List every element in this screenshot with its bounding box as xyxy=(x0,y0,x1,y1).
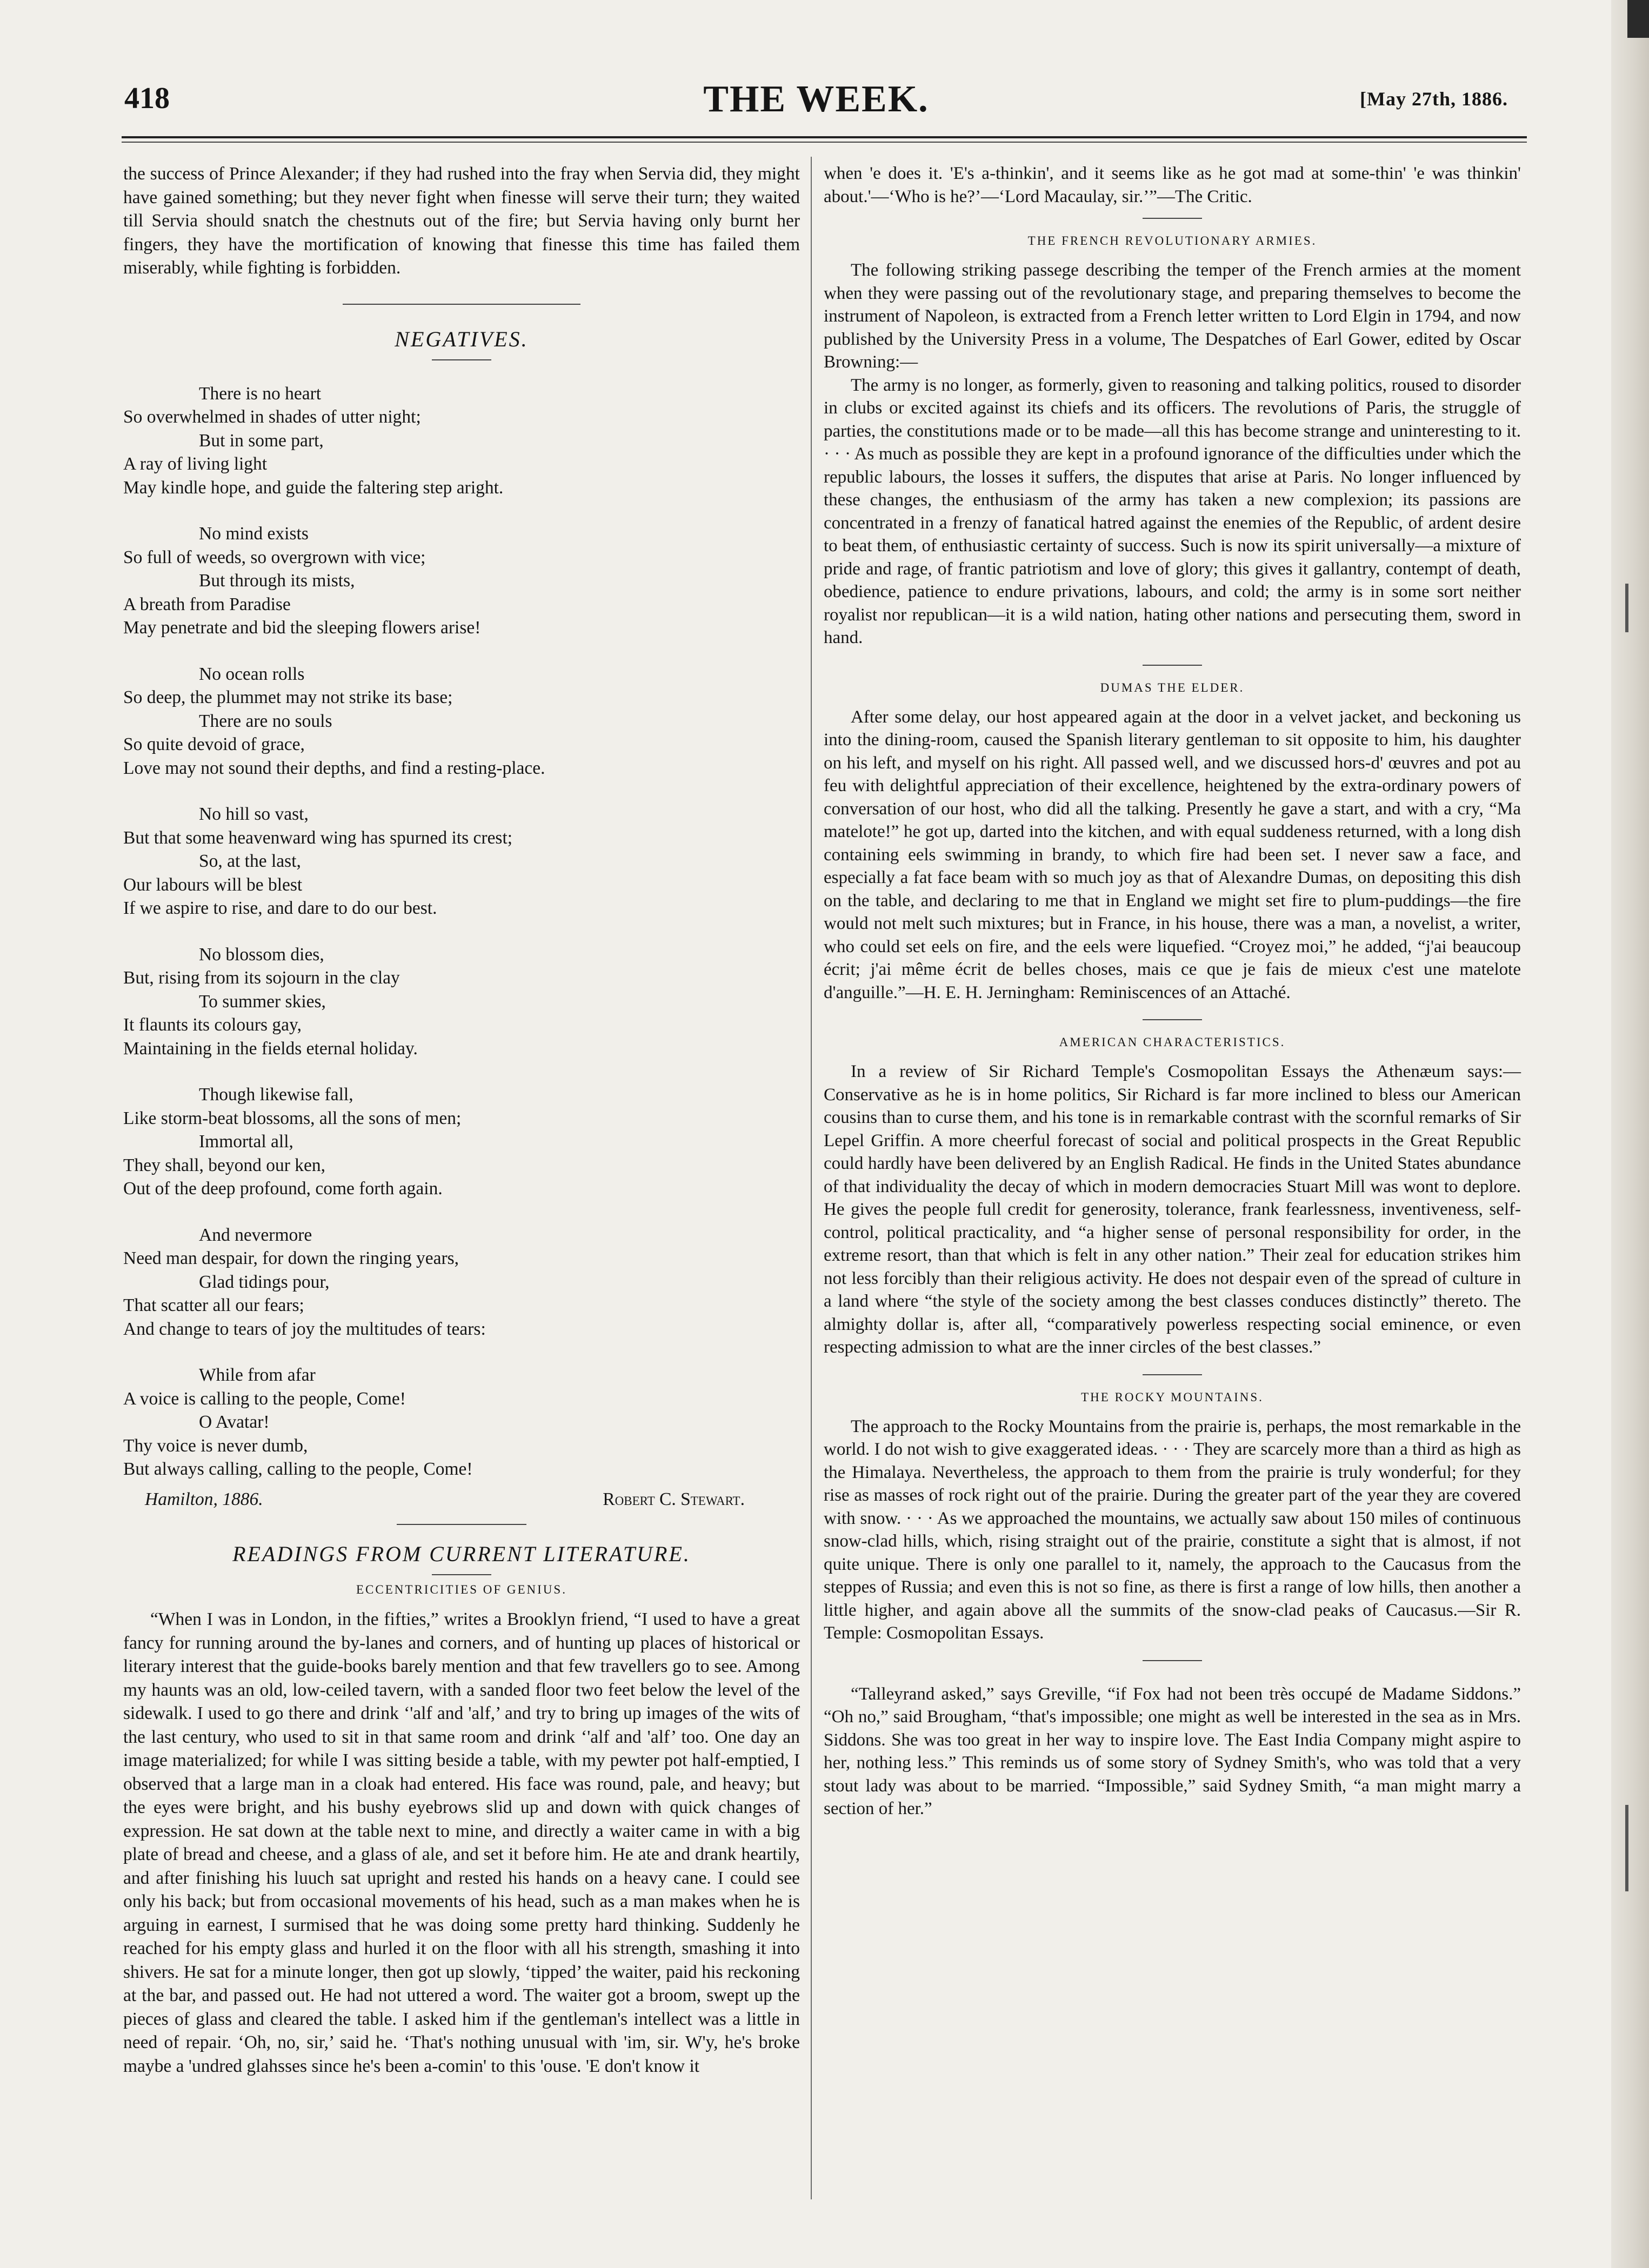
poem-line: Maintaining in the fields eternal holiday. xyxy=(123,1038,418,1059)
poem-line: Need man despair, for down the ringing years, xyxy=(123,1248,459,1268)
section-divider xyxy=(1143,1660,1202,1661)
title-underline xyxy=(432,1574,491,1575)
page-edge-shadow xyxy=(1611,0,1649,2268)
poem-line: So deep, the plummet may not strike its base; xyxy=(123,687,453,707)
poem-line: Like storm-beat blossoms, all the sons of men; xyxy=(123,1108,462,1128)
poem-line: Glad tidings pour, xyxy=(199,1272,330,1292)
dumas-heading: DUMAS THE ELDER. xyxy=(1100,680,1245,694)
poem-line: But that some heavenward wing has spurned its crest; xyxy=(123,827,513,848)
poem-line: So full of weeds, so overgrown with vice; xyxy=(123,547,426,567)
poem-line: That scatter all our fears; xyxy=(123,1295,304,1315)
eccentricities-continued: when 'e does it. 'E's a-thinkin', and it seems like as he got mad at some-thin' 'e was thinkin' about.'—‘Who is he?’—‘Lord Macaulay, sir.’”—The Critic. xyxy=(824,164,1521,206)
poem-line: No blossom dies, xyxy=(199,944,324,965)
binding-mark xyxy=(1625,584,1628,632)
poem-line: Love may not sound their depths, and find a resting-place. xyxy=(123,758,545,778)
section-divider xyxy=(397,1524,526,1525)
poem-line: But always calling, calling to the people, Come! xyxy=(123,1459,473,1479)
poem-line: A voice is calling to the people, Come! xyxy=(123,1388,406,1409)
right-column xyxy=(824,162,1521,1821)
poem-line: There is no heart xyxy=(199,383,322,404)
page-corner-dark xyxy=(1627,0,1649,38)
issue-date: [May 27th, 1886. xyxy=(1360,88,1508,110)
poem-stanza xyxy=(123,1223,800,1341)
rocky-text: The approach to the Rocky Mountains from the prairie is, perhaps, the most remarkable in the world. I do not wish to give exaggerated ideas. · · · They are scarcely more than a third as high as the Himalaya. Nevertheless, the approach to them from the prairie is truly wonderful; for they rise as masses of rock right out of the prairie. During the greater part of the year they are covered with snow. · · · As we approached the mountains, we actually saw about 150 miles of continuous snow-clad hills, which, rising straight out of the prairie, constitute a sight that is almost, if not quite unique. There is only one parallel to it, namely, the approach to the Caucasus from the steppes of Russia; and even this is not so fine, as there is first a range of low hills, then another a little higher, and again above all the summits of the snow-clad peaks of Caucasus.—Sir R. Temple: Cosmopolitan Essays. xyxy=(824,1416,1521,1643)
poem-line: Though likewise fall, xyxy=(199,1085,353,1105)
poem-line: And change to tears of joy the multitudes of tears: xyxy=(123,1319,486,1339)
american-heading: AMERICAN CHARACTERISTICS. xyxy=(1059,1035,1286,1049)
poem-line: A breath from Paradise xyxy=(123,594,291,614)
french-armies-body: The army is no longer, as formerly, given to reasoning and talking politics, roused to disorder in clubs or excited against its chiefs and its officers. The revolutions of Paris, the struggle of parties, the constitutions made or to be made—all this has become strange and uninteresting to it. · · · As much as possible they are kept in a profound ignorance of the difficulties under which the republic labours, the losses it suffers, the disputes that arise at Paris. No longer influenced by these changes, the enthusiasm of the army has taken a new complexion; its passions are concentrated in a frenzy of fanatical hatred against the enemies of the Republic, of ardent desire to beat them, of enthusiastic certainty of success. Such is now its spirit universally—a mixture of pride and rage, of frantic patriotism and love of glory; this gives it gallantry, contempt of death, obedience, patience to endure privations, labours, and cold; the army is in some sort neither royalist nor republican—it is a wild nation, hating other nations and persecuting them, sword in hand. xyxy=(824,375,1521,647)
french-armies-intro: The following striking passege describing the temper of the French armies at the moment when they were passing out of the revolutionary stage, and preparing themselves to become the instrument of Napoleon, is extracted from a French letter written to Lord Elgin in 1794, and now published by the University Press in a volume, The Despatches of Earl Gower, edited by Oscar Browning:— xyxy=(824,260,1521,372)
poem-line: There are no souls xyxy=(199,711,332,731)
poem-line: Our labours will be blest xyxy=(123,874,303,895)
poem-line: So, at the last, xyxy=(199,851,301,871)
newspaper-title: THE WEEK. xyxy=(703,78,929,120)
poem-line: To summer skies, xyxy=(199,991,326,1012)
section-divider xyxy=(343,304,580,305)
french-armies-heading: THE FRENCH REVOLUTIONARY ARMIES. xyxy=(1027,234,1317,247)
poem-stanza xyxy=(123,802,800,920)
poem-author: Robert C. Stewart. xyxy=(603,1489,745,1509)
binding-mark xyxy=(1625,1805,1628,1891)
poem-stanza xyxy=(123,1363,800,1481)
eccentricities-text: “When I was in London, in the fifties,” writes a Brooklyn friend, “I used to have a great fancy for running around the by-lanes and corners, and of hunting up places of historical or literary interest that the guide-books barely mention and that few travellers go to see. Among my haunts was an old, low-ceiled tavern, with a sanded floor two feet below the level of the sidewalk. I used to go there and drink ‘'alf and 'alf,’ and try to bring up images of the wits of the last century, who used to sit in that same room and drink ‘'alf and 'alf’ too. One day an image materialized; for while I was sitting beside a table, with my pewter pot half-emptied, I observed that a large man in a cloak had entered. His face was round, pale, and heavy; but the eyes were bright, and his bushy eyebrows slid up and down with quick changes of expression. He sat down at the table next to mine, and directly a waiter came in with a big plate of bread and cheese, and a glass of ale, and set it before him. He ate and drank heartily, and after finishing his luuch sat upright and rested his hands on a heavy cane. I could see only his back; but from occasional movements of his head, such as a man makes when he is arguing in earnest, I surmised that he was doing some pretty hard thinking. Suddenly he reached for his empty glass and hurled it on the floor with all his strength, smashing it into shivers. He sat for a minute longer, then got up slowly, ‘tipped’ the waiter, paid his reckoning at the bar, and passed out. He had not uttered a word. The waiter got a broom, swept up the pieces of glass and cleared the table. I asked him if the gentleman's intellect was a little in need of repair. ‘Oh, no, sir,’ said he. ‘That's nothing unusual with 'im, sir. W'y, he's broke maybe a 'undred glahsses since he's been a-comin' to this 'ouse. 'E don't know it xyxy=(123,1609,800,2076)
poem-stanza xyxy=(123,1083,800,1201)
poem-line: And nevermore xyxy=(199,1225,312,1245)
section-divider xyxy=(1143,1374,1202,1375)
poem-stanza xyxy=(123,382,800,500)
talleyrand-text: “Talleyrand asked,” says Greville, “if Fox had not been très occupé de Madame Siddons.” “Oh no,” said Brougham, “that's impossible; one might as well be interested in the sea as in Mrs. Siddons. She was too great in her way to inspire love. The East India Company might aspire to her, nothing less.” This reminds us of some story of Sydney Smith's, who was told that a very stout lady was about to be married. “Impossible,” said Sydney Smith, “a man might marry a section of her.” xyxy=(824,1684,1521,1818)
column-divider xyxy=(811,157,812,2199)
poem-line: Immortal all, xyxy=(199,1132,293,1152)
section-divider xyxy=(1143,1019,1202,1020)
poem-line: A ray of living light xyxy=(123,454,268,474)
readings-title: READINGS FROM CURRENT LITERATURE. xyxy=(232,1542,691,1566)
poem-stanza xyxy=(123,663,800,780)
poem-line: But, rising from its sojourn in the clay xyxy=(123,968,400,988)
eccentricities-heading: ECCENTRICITIES OF GENIUS. xyxy=(356,1583,567,1596)
poem-line: But through its mists, xyxy=(199,571,355,591)
poem-signature xyxy=(145,1488,745,1511)
dumas-text: After some delay, our host appeared again at the door in a velvet jacket, and beckoning us into the dining-room, caused the Spanish literary gentleman to sit opposite to him, his daughter on his left, and myself on his right. All passed well, and we discussed hors-d' œuvres and pot au feu with delightful appreciation of their excellence, heightened by the extra-ordinary powers of conversation of our host, who did all the talking. Presently he gave a start, and with a cry, “Ma matelote!” he got up, darted into the kitchen, and with equal suddeness returned, with a long dish containing eels swimming in brandy, to which fire had been set. I never saw a face, and especially a fat face beam with so much joy as that of Alexandre Dumas, on depositing this dish on the table, and declaring to me that in England we might set fire to plum-puddings—the fire would not melt such mixtures; but in France, in his house, there was a man, a novelist, a writer, who could set eels on fire, and the eels were liquefied. “Croyez moi,” he added, “j'ai beaucoup écrit; j'ai même écrit de belles choses, mais ce que je fais de mieux c'est une matelote d'anguille.”—H. E. H. Jerningham: Reminiscences of an Attaché. xyxy=(824,707,1521,1002)
poem-line: Out of the deep profound, come forth again. xyxy=(123,1179,443,1199)
page-header xyxy=(124,78,1508,141)
poem-line: So quite devoid of grace, xyxy=(123,734,305,754)
poem-line: So overwhelmed in shades of utter night; xyxy=(123,407,421,427)
poem-line: O Avatar! xyxy=(199,1412,270,1432)
title-underline xyxy=(432,359,491,360)
left-column xyxy=(123,162,800,2078)
poem-line: But in some part, xyxy=(199,430,324,451)
american-text: In a review of Sir Richard Temple's Cosmopolitan Essays the Athenæum says:—Conservative as he is in home politics, Sir Richard is far more inclined to bless our American cousins than to curse them, and his tone is in remarkable contrast with the scornful remarks of Sir Lepel Griffin. A more cheerful forecast of social and political prospects in the Great Republic could hardly have been delivered by an English Radical. He finds in the United States abundance of that individuality the decay of which in modern democracies Stuart Mill was wont to deplore. He gives the people full credit for generosity, tolerance, frank fearlessness, inventiveness, self-control, political practicality, and “a higher sense of personal responsibility for order, in the extreme resort, than that which is felt in any other nation.” Their zeal for education strikes him not less forcibly than their religious activity. He does not despair even of the spread of culture in a land where “the style of the society among the best classes conduces distinctly” thereto. The almighty dollar is, after all, “comparatively powerless respecting social eminence, or even respecting admission to what are the inner circles of the best classes.” xyxy=(824,1062,1521,1357)
page-number: 418 xyxy=(124,82,170,115)
poem-stanza xyxy=(123,522,800,640)
poem-line: No hill so vast, xyxy=(199,804,309,824)
poem-line: No ocean rolls xyxy=(199,664,305,684)
header-rule xyxy=(122,142,1527,143)
poem-line: While from afar xyxy=(199,1365,316,1385)
poem-line: May penetrate and bid the sleeping flowers arise! xyxy=(123,618,481,638)
section-divider xyxy=(1143,218,1202,219)
poem-place-date: Hamilton, 1886. xyxy=(145,1489,263,1509)
rocky-heading: THE ROCKY MOUNTAINS. xyxy=(1081,1390,1264,1404)
poem-line: They shall, beyond our ken, xyxy=(123,1155,325,1175)
poem-line: May kindle hope, and guide the faltering step aright. xyxy=(123,477,504,498)
poem-line: Thy voice is never dumb, xyxy=(123,1435,308,1456)
section-divider xyxy=(1143,665,1202,666)
poem-title: NEGATIVES. xyxy=(395,326,529,351)
poem-stanza xyxy=(123,943,800,1061)
opening-paragraph: the success of Prince Alexander; if they had rushed into the fray when Servia did, they might have gained something; but they never fight when finesse will serve their turn; they waited till Servia should snatch the chestnuts out of the fire; but Servia having only burnt her fingers, they have the mortification of knowing that finesse this time has failed them miserably, while fighting is forbidden. xyxy=(123,164,800,278)
poem-line: It flaunts its colours gay, xyxy=(123,1015,302,1035)
poem-line: No mind exists xyxy=(199,524,309,544)
poem xyxy=(123,382,800,1481)
poem-line: If we aspire to rise, and dare to do our best. xyxy=(123,898,437,918)
header-rule xyxy=(122,136,1527,138)
